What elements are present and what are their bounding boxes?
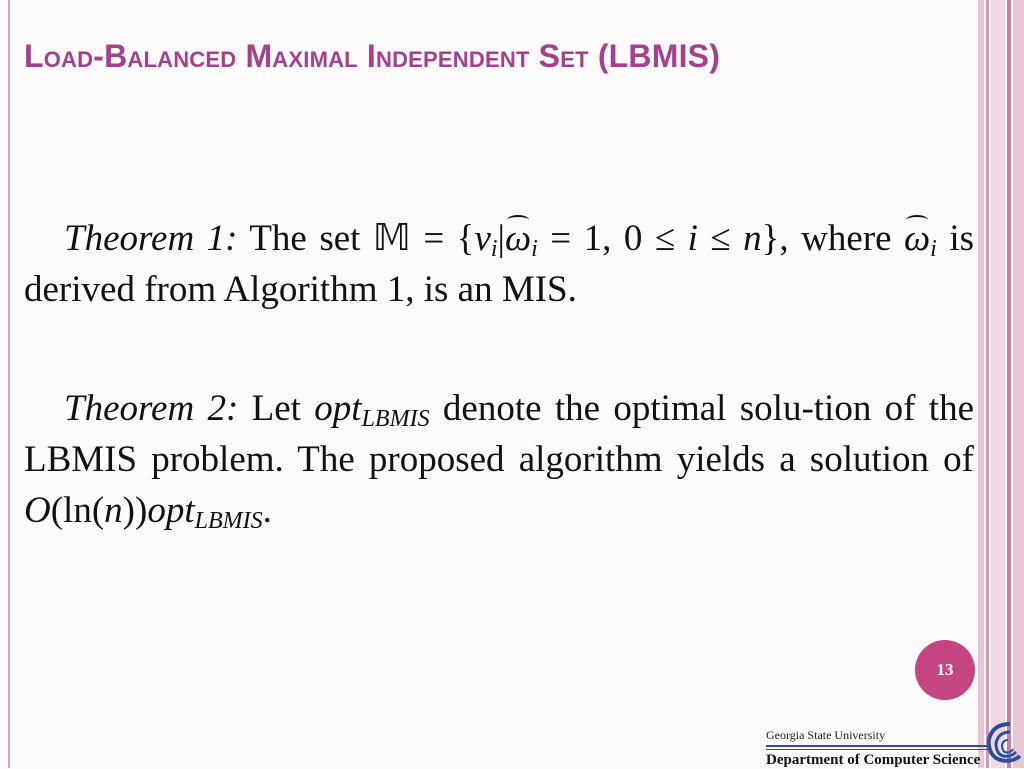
set-symbol: 𝕄: [372, 218, 411, 259]
var-n-2: n: [104, 490, 123, 531]
var-v: v: [474, 218, 491, 259]
omega-hat: ω: [505, 213, 531, 264]
le-sign: ≤: [710, 218, 731, 259]
theorem-2: [24, 383, 974, 536]
theorem-1-text-a: The set: [249, 218, 361, 259]
var-i: i: [687, 218, 698, 259]
theorem-2-text-a: Let: [251, 388, 301, 429]
period: .: [262, 490, 272, 531]
university-logo-icon: [980, 718, 1024, 768]
big-o-symbol: O: [24, 490, 51, 531]
page-number: 13: [936, 660, 954, 679]
slide-title: [24, 38, 720, 75]
opt-sub: LBMIS: [361, 406, 430, 432]
opt-symbol: opt: [314, 388, 362, 429]
page-number-badge: [915, 640, 975, 700]
omega-2-sub: i: [930, 236, 937, 262]
set-bar: |: [497, 218, 505, 259]
left-border-line: [8, 0, 10, 768]
theorem-1-text-b: where: [801, 218, 892, 259]
equals-sign: =: [423, 218, 445, 259]
department-name: Department of Computer Science: [766, 752, 981, 768]
theorem-1-label: Theorem 1:: [64, 218, 238, 259]
opt-symbol-2: opt: [147, 490, 195, 531]
university-name: Georgia State University: [766, 728, 886, 742]
var-v-sub: i: [490, 236, 498, 262]
left-brace: {: [456, 218, 475, 259]
footer-rule: [766, 745, 988, 747]
theorem-1-text-c: is derived from Algorithm 1, is an MIS.: [24, 218, 975, 310]
omega-sub: i: [531, 236, 538, 262]
opt-2-sub: LBMIS: [194, 508, 263, 534]
theorem-2-text-b: denote the optimal solu-tion of the LBMIS problem. The proposed algorithm yields a solution of: [24, 388, 974, 480]
condition-text: = 1, 0 ≤: [550, 218, 676, 259]
ln-close: )): [122, 490, 148, 531]
theorem-2-label: Theorem 2:: [64, 388, 239, 429]
right-decorative-bands: [978, 0, 1024, 768]
omega-hat-2: ω: [904, 213, 930, 264]
var-n: n: [743, 218, 762, 259]
slide-title-text: Load-Balanced Maximal Independent Set (LBMIS): [24, 38, 721, 74]
theorem-1: [24, 213, 974, 315]
footer-rule-thin: [766, 749, 988, 750]
ln-open: (ln(: [50, 490, 105, 531]
right-brace: },: [761, 218, 789, 259]
